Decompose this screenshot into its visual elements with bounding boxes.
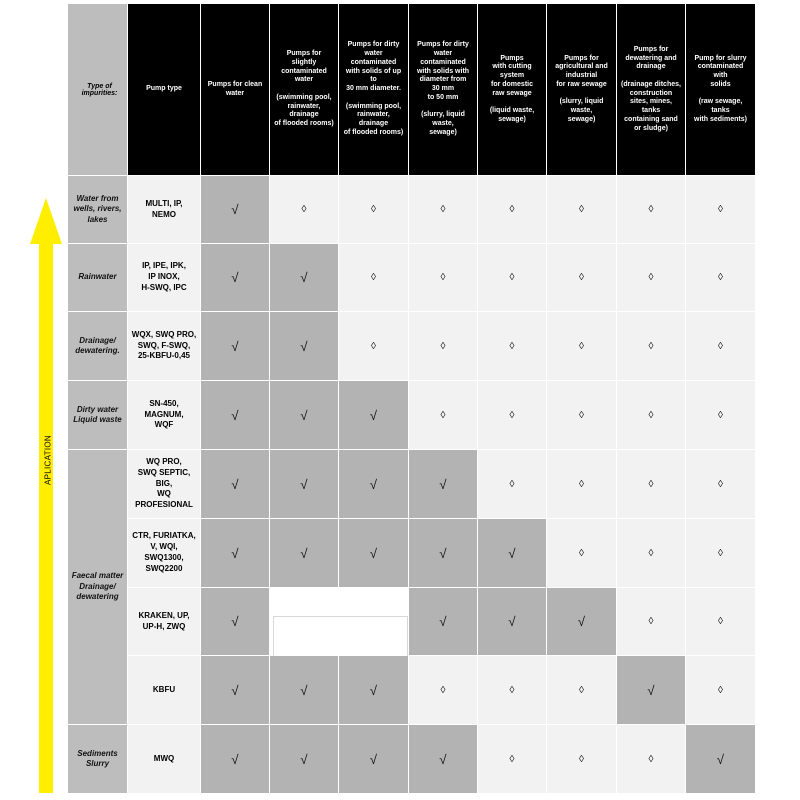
diamond-mark-cell: ◊ — [547, 725, 617, 794]
diamond-mark-cell: ◊ — [617, 381, 686, 450]
diamond-mark-cell: ◊ — [617, 519, 686, 588]
diamond-mark-cell: ◊ — [686, 176, 756, 244]
diamond-mark-cell: ◊ — [478, 656, 547, 725]
diamond-mark-cell: ◊ — [409, 244, 478, 312]
category-cell: Faecal matter Drainage/ dewatering — [68, 450, 128, 725]
pump-type-cell: SN-450, MAGNUM, WQF — [128, 381, 201, 450]
check-mark-cell: √ — [270, 725, 339, 794]
diamond-mark-cell: ◊ — [686, 244, 756, 312]
header-column-8: Pump for slurry contaminated with solids (raw sewage, tanks with sediments) — [686, 4, 756, 176]
header-column-2: Pumps for slightly contaminated water (swimming pool, rainwater, drainage of flooded rooms) — [270, 4, 339, 176]
check-mark-cell: √ — [201, 519, 270, 588]
diamond-mark-cell: ◊ — [547, 244, 617, 312]
check-mark-cell: √ — [201, 176, 270, 244]
diamond-mark-cell: ◊ — [617, 312, 686, 381]
header-pump-type: Pump type — [128, 4, 201, 176]
header-column-4: Pumps for dirty water contaminated with solids with diameter from 30 mm to 50 mm (slurry, liquid waste, sewage) — [409, 4, 478, 176]
check-mark-cell: √ — [686, 725, 756, 794]
pump-type-cell: WQX, SWQ PRO, SWQ, F-SWQ, 25-KBFU-0,45 — [128, 312, 201, 381]
check-mark-cell: √ — [270, 381, 339, 450]
category-cell: Drainage/ dewatering. — [68, 312, 128, 381]
check-mark-cell: √ — [201, 244, 270, 312]
check-mark-cell: √ — [409, 519, 478, 588]
category-cell: Rainwater — [68, 244, 128, 312]
pump-type-cell: IP, IPE, IPK, IP INOX, H-SWQ, IPC — [128, 244, 201, 312]
pump-type-cell: MWQ — [128, 725, 201, 794]
check-mark-cell: √ — [409, 450, 478, 519]
diamond-mark-cell: ◊ — [686, 450, 756, 519]
check-mark-cell: √ — [201, 656, 270, 725]
header-column-6: Pumps for agricultural and industrial for raw sewage (slurry, liquid waste, sewage) — [547, 4, 617, 176]
diamond-mark-cell: ◊ — [478, 176, 547, 244]
check-mark-cell: √ — [617, 656, 686, 725]
pump-type-cell: WQ PRO, SWQ SEPTIC, BIG, WQ PROFESIONAL — [128, 450, 201, 519]
check-mark-cell: √ — [409, 588, 478, 656]
diamond-mark-cell: ◊ — [686, 588, 756, 656]
category-cell: Sediments Slurry — [68, 725, 128, 794]
diamond-mark-cell: ◊ — [686, 312, 756, 381]
header-type-label: Type of impurities: — [68, 4, 128, 176]
application-label: APLICATION — [43, 435, 53, 485]
check-mark-cell: √ — [339, 519, 409, 588]
check-mark-cell: √ — [270, 312, 339, 381]
diamond-mark-cell: ◊ — [686, 381, 756, 450]
pump-type-cell: KRAKEN, UP, UP-H, ZWQ — [128, 588, 201, 656]
check-mark-cell: √ — [270, 450, 339, 519]
diamond-mark-cell: ◊ — [339, 176, 409, 244]
diamond-mark-cell: ◊ — [547, 381, 617, 450]
diamond-mark-cell: ◊ — [409, 312, 478, 381]
check-mark-cell: √ — [201, 588, 270, 656]
check-mark-cell: √ — [547, 588, 617, 656]
check-mark-cell: √ — [201, 725, 270, 794]
diamond-mark-cell: ◊ — [547, 176, 617, 244]
check-mark-cell: √ — [339, 656, 409, 725]
diamond-mark-cell: ◊ — [547, 312, 617, 381]
pump-type-cell: MULTI, IP, NEMO — [128, 176, 201, 244]
diamond-mark-cell: ◊ — [339, 312, 409, 381]
diamond-mark-cell: ◊ — [617, 450, 686, 519]
check-mark-cell: √ — [201, 381, 270, 450]
check-mark-cell: √ — [409, 725, 478, 794]
check-mark-cell: √ — [339, 381, 409, 450]
category-cell: Water from wells, rivers, lakes — [68, 176, 128, 244]
diamond-mark-cell: ◊ — [547, 656, 617, 725]
pump-type-cell: CTR, FURIATKA, V, WQI, SWQ1300, SWQ2200 — [128, 519, 201, 588]
check-mark-cell: √ — [339, 725, 409, 794]
diamond-mark-cell: ◊ — [270, 176, 339, 244]
check-mark-cell: √ — [270, 519, 339, 588]
check-mark-cell: √ — [201, 450, 270, 519]
check-mark-cell: √ — [201, 312, 270, 381]
header-column-3: Pumps for dirty water contaminated with solids of up to 30 mm diameter. (swimming pool, rainwater, drainage of flooded rooms) — [339, 4, 409, 176]
check-mark-cell: √ — [478, 519, 547, 588]
diamond-mark-cell: ◊ — [478, 381, 547, 450]
diamond-mark-cell: ◊ — [409, 656, 478, 725]
check-mark-cell: √ — [270, 656, 339, 725]
diamond-mark-cell: ◊ — [478, 244, 547, 312]
diamond-mark-cell: ◊ — [409, 176, 478, 244]
check-mark-cell: √ — [339, 450, 409, 519]
header-column-7: Pumps for dewatering and drainage (drainage ditches, construction sites, mines, tanks containing sand or sludge) — [617, 4, 686, 176]
diamond-mark-cell: ◊ — [547, 519, 617, 588]
diamond-mark-cell: ◊ — [547, 450, 617, 519]
diamond-mark-cell: ◊ — [617, 244, 686, 312]
diamond-mark-cell: ◊ — [686, 656, 756, 725]
pump-type-cell: KBFU — [128, 656, 201, 725]
diamond-mark-cell: ◊ — [686, 519, 756, 588]
check-mark-cell: √ — [270, 244, 339, 312]
header-column-5: Pumps with cutting system for domestic raw sewage (liquid waste, sewage) — [478, 4, 547, 176]
diamond-mark-cell: ◊ — [409, 381, 478, 450]
category-cell: Dirty water Liquid waste — [68, 381, 128, 450]
diamond-mark-cell: ◊ — [617, 725, 686, 794]
diamond-mark-cell: ◊ — [478, 725, 547, 794]
diamond-mark-cell: ◊ — [617, 176, 686, 244]
diamond-mark-cell: ◊ — [478, 312, 547, 381]
diamond-mark-cell: ◊ — [478, 450, 547, 519]
diamond-mark-cell: ◊ — [617, 588, 686, 656]
check-mark-cell: √ — [478, 588, 547, 656]
header-column-1: Pumps for clean water — [201, 4, 270, 176]
diamond-mark-cell: ◊ — [339, 244, 409, 312]
